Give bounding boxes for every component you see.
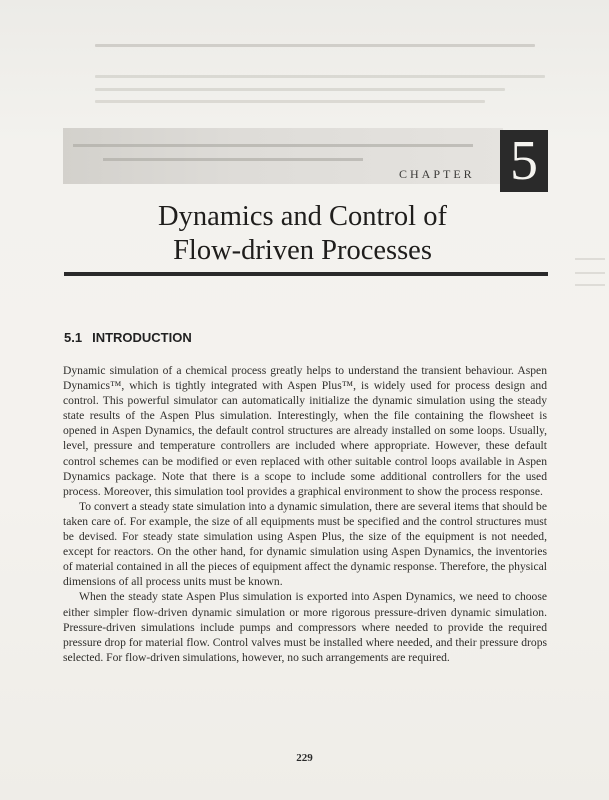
- bleed-through-line: [575, 284, 605, 286]
- paragraph: When the steady state Aspen Plus simulation is exported into Aspen Dynamics, we need to choose either simpler flow-driven dynamic simulation or more rigorous pressure-driven dynamic simulation. Pressure-driven simulations include pumps and compressors where needed to provide the required pressure drop for material flow. Control valves must be installed where needed, and their pressure drops selected. For flow-driven simulations, however, no such arrangements are required.: [63, 590, 547, 664]
- chapter-title: [65, 200, 540, 268]
- section-number: 5.1: [64, 330, 83, 345]
- chapter-title-line-2: Flow-driven Processes: [173, 235, 432, 266]
- page-number: 229: [296, 752, 313, 764]
- bleed-through-line: [95, 88, 505, 91]
- bleed-through-line: [95, 100, 485, 103]
- bleed-through-line: [95, 44, 535, 47]
- title-rule: [64, 272, 548, 276]
- section-heading: [64, 330, 192, 345]
- paragraph: Dynamic simulation of a chemical process greatly helps to understand the transient behaviour. Aspen Dynamics™, which is tightly integrated with Aspen Plus™, is widely used for process design and control. This powerful simulator can automatically initialize the dynamic simulation using the steady state results of the Aspen Plus simulation. Interestingly, when the file containing the flowsheet is opened in Aspen Dynamics, the default control structures are already installed on some loops. Usually, level, pressure and temperature controllers are included where appropriate. However, these default control schemes can be modified or even replaced with other suitable control loops available in Aspen Dynamics package. Note that there is a scope to include some additional controllers for the used process. Moreover, this simulation tool provides a graphical environment to show the process response.: [63, 364, 547, 498]
- body-text: [63, 363, 547, 665]
- bleed-through-line: [95, 75, 545, 78]
- bleed-through-line: [575, 258, 605, 260]
- chapter-label: CHAPTER: [399, 167, 475, 181]
- paragraph: To convert a steady state simulation into a dynamic simulation, there are several items that should be taken care of. For example, the size of all equipments must be specified and the control structures must be devised. For steady state simulation using Aspen Plus, the size of the equipment is not needed, except for reactors. On the other hand, for dynamic simulation using Aspen Dynamics, the inventories of material contained in all the pieces of equipment affect the dynamic response. Therefore, the physical dimensions of all process units must be known.: [63, 499, 547, 589]
- chapter-number: 5: [510, 130, 538, 192]
- bleed-through-line: [575, 272, 605, 274]
- section-title: INTRODUCTION: [92, 330, 192, 345]
- chapter-title-line-1: Dynamics and Control of: [158, 201, 447, 232]
